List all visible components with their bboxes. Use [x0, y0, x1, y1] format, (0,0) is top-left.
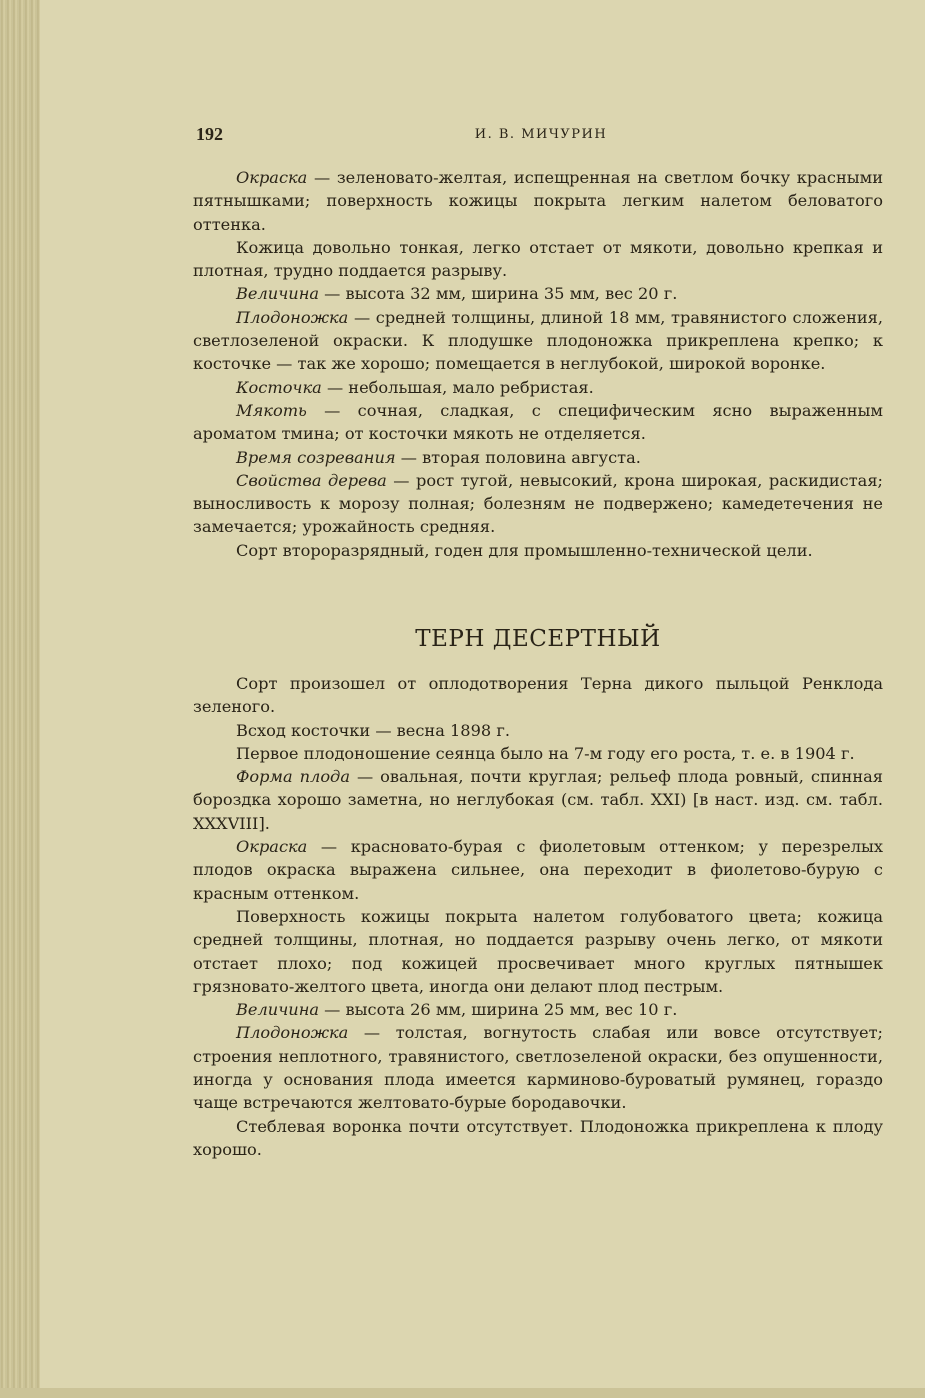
paragraph-term: Мякоть	[236, 400, 307, 420]
paragraph-text: Сорт произошел от оплодотворения Терна дикого пыльцой Ренклода зеленого.	[193, 674, 883, 717]
paragraph-text: — овальная, почти круглая; рельеф плода ровный, спинная бороздка хорошо заметна, но неглубокая (см. табл. XXI) [в наст. изд. см. табл. XXXVIII].	[193, 767, 883, 833]
paragraph-term: Свойства дерева	[236, 470, 387, 490]
paragraph	[193, 835, 883, 905]
paragraph	[193, 446, 883, 469]
paragraph	[193, 539, 883, 562]
paragraph-text: — рост тугой, невысокий, крона широкая, раскидистая; выносливость к морозу полная; болезням не подвержено; камедетечения не замечается; урожайность средняя.	[193, 470, 884, 537]
paragraph	[193, 742, 883, 765]
section-2-text	[193, 672, 883, 1161]
page-bottom-edge	[0, 1388, 925, 1398]
paragraph-text: — высота 26 мм, ширина 25 мм, вес 10 г.	[319, 1000, 678, 1020]
page-edge	[0, 0, 40, 1398]
paragraph-text: Сорт второразрядный, годен для промышленно-технической цели.	[236, 540, 813, 560]
paragraph	[193, 765, 883, 835]
paragraph	[193, 306, 883, 376]
page-header	[196, 124, 886, 148]
paragraph	[193, 672, 883, 719]
paragraph-term: Косточка	[236, 377, 322, 397]
paragraph-term: Плодоножка	[236, 1023, 349, 1043]
paragraph-text: Всход косточки — весна 1898 г.	[236, 720, 510, 740]
paragraph-text: — красновато-бурая с фиолетовым оттенком; у перезрелых плодов окраска выражена сильнее, она переходит в фиолетово-бурую с красным оттенком.	[193, 837, 883, 903]
paragraph-term: Величина	[236, 1000, 320, 1020]
paragraph	[193, 719, 883, 742]
paragraph	[193, 1021, 883, 1114]
paragraph	[193, 905, 883, 998]
paragraph-text: — средней толщины, длиной 18 мм, травянистого сложения, светлозеленой окраски. К плодушке плодоножка прикреплена крепко; к косточке — так же хорошо; помещается в неглубокой, широкой воронке.	[193, 307, 883, 374]
paragraph	[193, 166, 883, 236]
paragraph-term: Величина	[236, 284, 320, 304]
paragraph-text: Кожица довольно тонкая, легко отстает от мякоти, довольно крепкая и плотная, трудно поддается разрыву.	[193, 237, 883, 281]
paragraph	[193, 1115, 883, 1162]
paragraph-text: — сочная, сладкая, с специфическим ясно выраженным ароматом тмина; от косточки мякоть не отделяется.	[193, 400, 883, 444]
paragraph-term: Окраска	[236, 837, 308, 857]
paragraph-term: Форма плода	[236, 767, 350, 787]
paragraph	[193, 399, 883, 446]
page-number: 192	[196, 124, 223, 144]
paragraph-term: Окраска	[236, 168, 308, 187]
paragraph-term: Плодоножка	[236, 307, 349, 327]
paragraph	[193, 998, 883, 1021]
paragraph-text: — зеленовато-желтая, испещренная на светлом бочку красными пятнышками; поверхность кожицы покрыта легким налетом беловатого оттенка.	[193, 168, 883, 234]
paragraph	[193, 469, 883, 539]
paragraph-text: Поверхность кожицы покрыта налетом голубоватого цвета; кожица средней толщины, плотная, но поддается разрыву очень легко, от мякоти отстает плохо; под кожицей просвечивает много круглых пятнышек грязновато-желтого цвета, иногда они делают плод пестрым.	[193, 906, 883, 996]
paragraph	[193, 236, 883, 283]
section-1-text	[193, 166, 883, 562]
paragraph-term: Время созревания	[236, 447, 396, 467]
paragraph-text: Первое плодоношение сеянца было на 7-м году его роста, т. е. в 1904 г.	[236, 743, 855, 763]
paragraph-text: — небольшая, мало ребристая.	[321, 377, 594, 397]
paragraph-text: — вторая половина августа.	[395, 447, 641, 467]
section-title: ТЕРН ДЕСЕРТНЫЙ	[415, 626, 661, 652]
paragraph-text: Стеблевая воронка почти отсутствует. Плодоножка прикреплена к плоду хорошо.	[193, 1116, 883, 1159]
paragraph-text: — высота 32 мм, ширина 35 мм, вес 20 г.	[319, 284, 678, 304]
paragraph-text: — толстая, вогнутость слабая или вовсе отсутствует; строения неплотного, травянистого, светлозеленой окраски, без опушенности, иногда у основания плода имеется карминово-буроватый румянец, гораздо чаще встречаются желтовато-бурые бородавочки.	[193, 1023, 883, 1113]
paragraph	[193, 282, 883, 305]
paragraph	[193, 376, 883, 399]
running-head: И. В. МИЧУРИН	[474, 127, 608, 142]
